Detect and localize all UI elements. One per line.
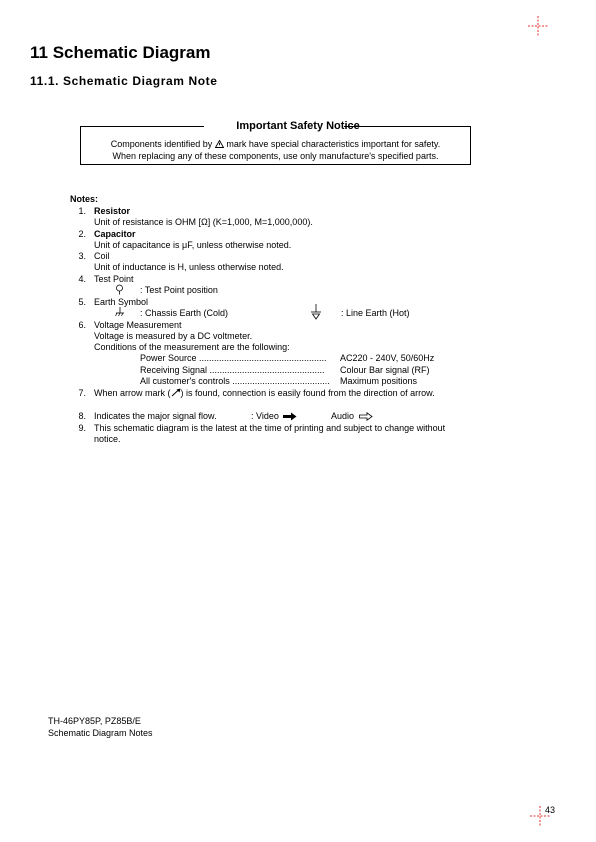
safety-notice-title: Important Safety Notice — [236, 120, 360, 132]
note-5-chassis-earth: : Chassis Earth (Cold) — [140, 308, 229, 318]
note-6-title: Voltage Measurement — [94, 320, 182, 330]
arrow-mark-icon — [171, 388, 181, 397]
measurement-signal-value: Colour Bar signal (RF) — [340, 365, 430, 375]
note-1-number: 1. — [78, 206, 86, 216]
measurement-power-value: AC220 - 240V, 50/60Hz — [340, 353, 435, 363]
measurement-controls-label: All customer's controls ....................................... — [140, 376, 330, 386]
registration-mark-bottom — [530, 806, 550, 826]
video-arrow-icon — [283, 412, 297, 421]
note-5-number: 5. — [78, 297, 86, 307]
chassis-earth-icon — [115, 307, 125, 318]
measurement-signal-label: Receiving Signal .............................................. — [140, 365, 325, 375]
note-6-body1: Voltage is measured by a DC voltmeter. — [94, 331, 253, 341]
note-5-title: Earth Symbol — [94, 297, 149, 307]
line-earth-icon — [310, 304, 322, 320]
note-2-title: Capacitor — [94, 229, 136, 239]
note-6-number: 6. — [78, 320, 86, 330]
note-9-line2: notice. — [94, 434, 121, 444]
note-3-title: Coil — [94, 251, 110, 261]
note-7-text: When arrow mark ( ) is found, connection is easily found from the direction of arrow. — [94, 388, 435, 398]
note-1-body: Unit of resistance is OHM [Ω] (K=1,000, M=1,000,000). — [94, 217, 313, 227]
section-title: 11.1. Schematic Diagram Note — [30, 74, 218, 88]
note-8-video-label: : Video — [251, 411, 279, 421]
warning-triangle-icon — [215, 140, 224, 148]
safety-notice-line2: When replacing any of these components, use only manufacture's specified parts. — [112, 151, 439, 161]
safety-notice-line1: Components identified by mark have special characteristics important for safety. — [110, 139, 441, 149]
note-3-number: 3. — [78, 251, 86, 261]
notes-heading: Notes: — [70, 194, 99, 204]
test-point-icon — [115, 284, 124, 295]
note-5-line-earth: : Line Earth (Hot) — [341, 308, 410, 318]
note-9-line1: This schematic diagram is the latest at the time of printing and subject to change without — [94, 423, 446, 433]
note-3-body: Unit of inductance is H, unless otherwise noted. — [94, 262, 284, 272]
note-6-body2: Conditions of the measurement are the following: — [94, 342, 290, 352]
page-number: 43 — [545, 805, 556, 815]
note-8-text: Indicates the major signal flow. — [94, 411, 217, 421]
measurement-power-label: Power Source ................................................... — [140, 353, 327, 363]
note-1-title: Resistor — [94, 206, 131, 216]
audio-arrow-icon — [359, 412, 373, 421]
footer-doc-name: Schematic Diagram Notes — [48, 728, 153, 738]
note-7-number: 7. — [78, 388, 86, 398]
note-8-number: 8. — [78, 411, 86, 421]
note-9-number: 9. — [78, 423, 86, 433]
registration-mark-top — [528, 16, 548, 36]
measurement-controls-value: Maximum positions — [340, 376, 418, 386]
note-4-title: Test Point — [94, 274, 134, 284]
footer-model: TH-46PY85P, PZ85B/E — [48, 716, 141, 726]
chapter-title: 11 Schematic Diagram — [30, 43, 211, 62]
note-8-audio-label: Audio — [331, 411, 355, 421]
note-4-number: 4. — [78, 274, 86, 284]
note-2-number: 2. — [78, 229, 86, 239]
note-2-body: Unit of capacitance is μF, unless otherwise noted. — [94, 240, 292, 250]
note-4-body: : Test Point position — [140, 285, 218, 295]
